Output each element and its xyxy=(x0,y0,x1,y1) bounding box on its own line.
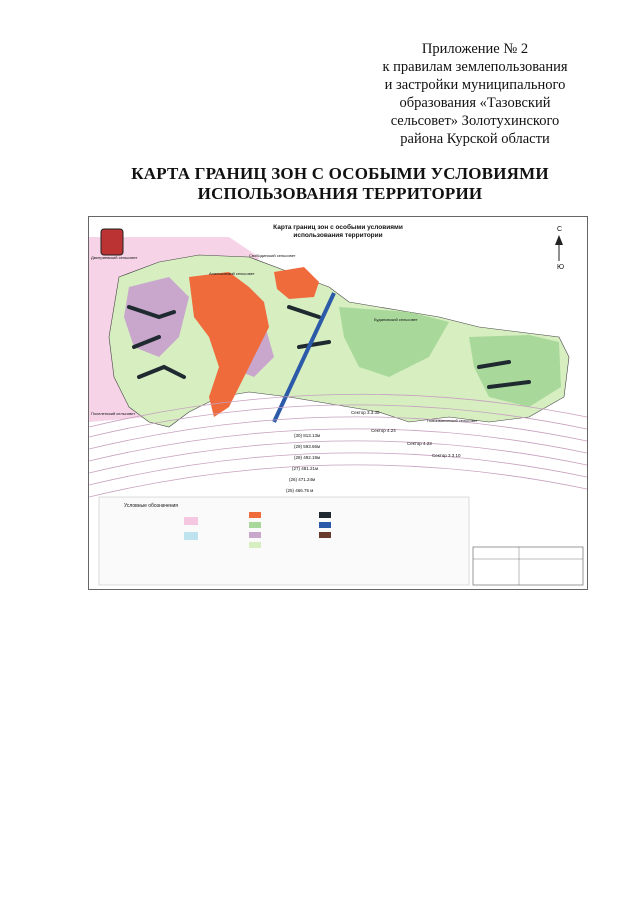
map-sheet xyxy=(88,216,588,590)
coat-of-arms-icon xyxy=(101,229,123,255)
legend-heading: Условные обозначения xyxy=(124,503,179,509)
appendix-line: Приложение № 2 xyxy=(421,41,529,57)
document-title-line: КАРТА ГРАНИЦ ЗОН С ОСОБЫМИ УСЛОВИЯМИ xyxy=(131,164,549,183)
compass-south: Ю xyxy=(557,264,565,271)
radial-label: (25) 466.75 м xyxy=(286,488,314,493)
neighbor-label: Новоивановский сельсовет xyxy=(427,418,478,423)
appendix-line: и застройки муниципального xyxy=(384,77,566,93)
neighbor-label: Будановский сельсовет xyxy=(374,317,418,322)
radial-label: (27) 481.21м xyxy=(292,466,319,471)
appendix-line: к правилам землепользования xyxy=(382,59,568,75)
neighbor-label: Поселенский сельсовет xyxy=(91,411,136,416)
map-title-line1: Карта границ зон с особыми условиями xyxy=(273,224,403,231)
appendix-header xyxy=(360,40,590,148)
document-title-line: ИСПОЛЬЗОВАНИЯ ТЕРРИТОРИИ xyxy=(197,184,483,203)
sector-label: Сектор 3.3.10 xyxy=(432,453,461,458)
title-block xyxy=(473,547,583,585)
document-title xyxy=(100,164,580,204)
legend-box xyxy=(99,497,469,585)
appendix-line: района Курской области xyxy=(400,131,550,147)
radial-label: (30) 813.13м xyxy=(294,433,321,438)
radial-label: (29) 593.66м xyxy=(294,444,321,449)
appendix-line: сельсовет» Золотухинского xyxy=(390,113,560,129)
sector-label: Сектор 4.24 xyxy=(371,428,396,433)
radial-label: (28) 492.19м xyxy=(294,455,321,460)
map-title-line2: использования территории xyxy=(293,232,383,239)
neighbor-label: Дмитриевский сельсовет xyxy=(91,255,138,260)
appendix-line: образования «Тазовский xyxy=(399,95,551,111)
zone-map xyxy=(89,217,587,589)
compass-north: С xyxy=(557,226,563,233)
neighbor-label: Апальковский сельсовет xyxy=(209,271,255,276)
compass-icon xyxy=(555,235,563,261)
neighbor-label: Свободинский сельсовет xyxy=(249,253,296,258)
sector-label: Сектор 4.23 xyxy=(407,441,432,446)
radial-label: (26) 471.24м xyxy=(289,477,316,482)
sector-label: Сектор 3.3.35 xyxy=(351,410,380,415)
